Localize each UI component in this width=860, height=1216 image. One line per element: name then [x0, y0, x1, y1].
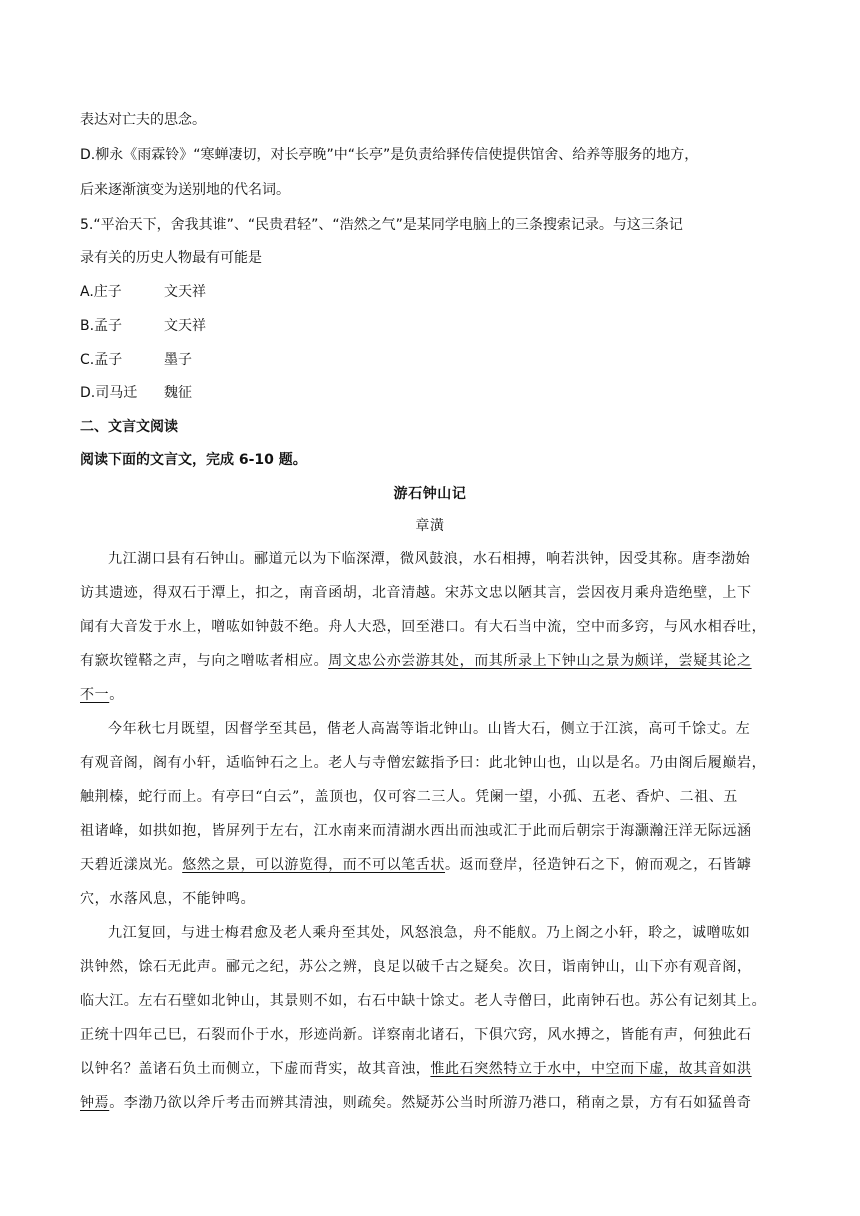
p3-underlined-sentence: 惟此石突然特立于水中，中空而下虚，故其音如洪 — [430, 1061, 752, 1077]
q4-option-d-line2: 后来逐渐演变为送别地的代名词。 — [80, 182, 290, 198]
p3-text: 以钟名？盖诸石负土而侧立，下虚而背实，故其音浊， — [80, 1061, 431, 1077]
p1-period: 。 — [109, 687, 124, 703]
q5-option-b — [80, 316, 785, 336]
section-instruction: 阅读下面的文言文，完成 6-10 题。 — [80, 452, 307, 468]
q5-option-b-value: 文天祥 — [164, 318, 206, 334]
q5-option-d-label: D.司马迁 — [80, 385, 138, 401]
p1-underlined-end: 不一 — [80, 687, 110, 703]
p3-line: 临大江。左右石壁如北钟山，其景则不如，右石中缺十馀丈。老人寺僧曰，此南钟石也。苏公有记刻其上。 — [80, 993, 767, 1009]
p2-line: 今年秋七月既望，因督学至其邑，偕老人高嵩等诣北钟山。山皆大石，侧立于江滨，高可千馀丈。左 — [108, 721, 751, 737]
p3-line — [80, 1093, 752, 1113]
q4-option-c-tail: 表达对亡夫的思念。 — [80, 112, 206, 128]
p3-line: 正统十四年己巳，石裂而仆于水，形迹尚新。详察南北诸石，下俱穴窍，风水搏之，皆能有声，何独此石 — [80, 1027, 752, 1043]
p1-line: 闻有大音发于水上，噌吰如钟鼓不绝。舟人大恐，回至港口。有大石当中流，空中而多窍，与风水相吞吐， — [80, 619, 767, 635]
q5-option-d — [80, 383, 785, 403]
p2-line: 触荆榛，蛇行而上。有亭曰“白云”，盖顶也，仅可容二三人。凭阑一望，小孤、五老、香炉、二祖、五 — [80, 789, 738, 805]
p1-line: 九江湖口县有石钟山。郦道元以为下临深潭，微风鼓浪，水石相搏，响若洪钟，因受其称。唐李渤始 — [108, 551, 751, 567]
q5-option-a-label: A.庄子 — [80, 284, 122, 300]
q4-option-d-line1: D.柳永《雨霖铃》“寒蝉凄切，对长亭晚”中“长亭”是负责给驿传信使提供馆舍、给养等服务的地方， — [80, 147, 699, 163]
p3-line: 洪钟然，馀石无此声。郦元之纪，苏公之辨，良足以破千古之疑矣。次日，诣南钟山，山下亦有观音阁， — [80, 959, 752, 975]
p1-line: 访其遗迹，得双石于潭上，扣之，南音函胡，北音清越。宋苏文忠以陋其言，尝因夜月乘舟造绝壁，上下 — [80, 585, 752, 601]
q5-option-a-value: 文天祥 — [164, 284, 206, 300]
p2-line: 祖诸峰，如拱如抱，皆屏列于左右，江水南来而清湖水西出而浊或汇于此而后朝宗于海灏瀚汪洋无际远涵 — [80, 823, 752, 839]
p3-text: 。李渤乃欲以斧斤考击而辨其清浊，则疏矣。然疑苏公当时所游乃港口，稍南之景，方有石如猛兽奇 — [109, 1095, 752, 1111]
p3-line — [80, 1059, 752, 1079]
q5-option-c-value: 墨子 — [164, 352, 192, 368]
p3-underlined-end: 钟焉 — [80, 1095, 110, 1111]
p2-line: 穴，水落风息，不能钟鸣。 — [80, 891, 256, 907]
q5-option-a — [80, 282, 785, 302]
article-author: 章潢 — [415, 518, 445, 534]
p2-line — [80, 855, 752, 875]
p1-line — [80, 685, 124, 705]
article-title: 游石钟山记 — [393, 486, 467, 502]
p1-text: 有窾坎镗鞳之声，与向之噌吰者相应。 — [80, 653, 329, 669]
p2-text: 。返而登岸，径造钟石之下，俯而观之，石皆罅 — [445, 857, 752, 873]
p2-line: 有观音阁，阁有小轩，适临钟石之上。老人与寺僧宏鋐指予曰：此北钟山也，山以是名。乃由阁后履巅岩， — [80, 755, 767, 771]
section-heading: 二、文言文阅读 — [80, 419, 178, 435]
q5-option-c — [80, 350, 785, 370]
p3-line: 九江复回，与进士梅君愈及老人乘舟至其处，风怒浪急，舟不能舣。乃上阁之小轩，聆之，诚噌吰如 — [108, 925, 751, 941]
q5-stem-line1: 5.“平治天下，舍我其谁”、“民贵君轻”、“浩然之气”是某同学电脑上的三条搜索记录。与这三条记 — [80, 217, 683, 233]
q5-stem-line2: 录有关的历史人物最有可能是 — [80, 250, 262, 266]
p1-underlined-sentence: 周文忠公亦尝游其处，而其所录上下钟山之景为颇详，尝疑其论之 — [328, 653, 752, 669]
p2-underlined-sentence: 悠然之景，可以游览得，而不可以笔舌状 — [182, 857, 446, 873]
p2-text: 天碧近漾岚光。 — [80, 857, 183, 873]
q5-option-c-label: C.孟子 — [80, 352, 123, 368]
p1-line — [80, 651, 752, 671]
q5-option-d-value: 魏征 — [164, 385, 192, 401]
q5-option-b-label: B.孟子 — [80, 318, 123, 334]
